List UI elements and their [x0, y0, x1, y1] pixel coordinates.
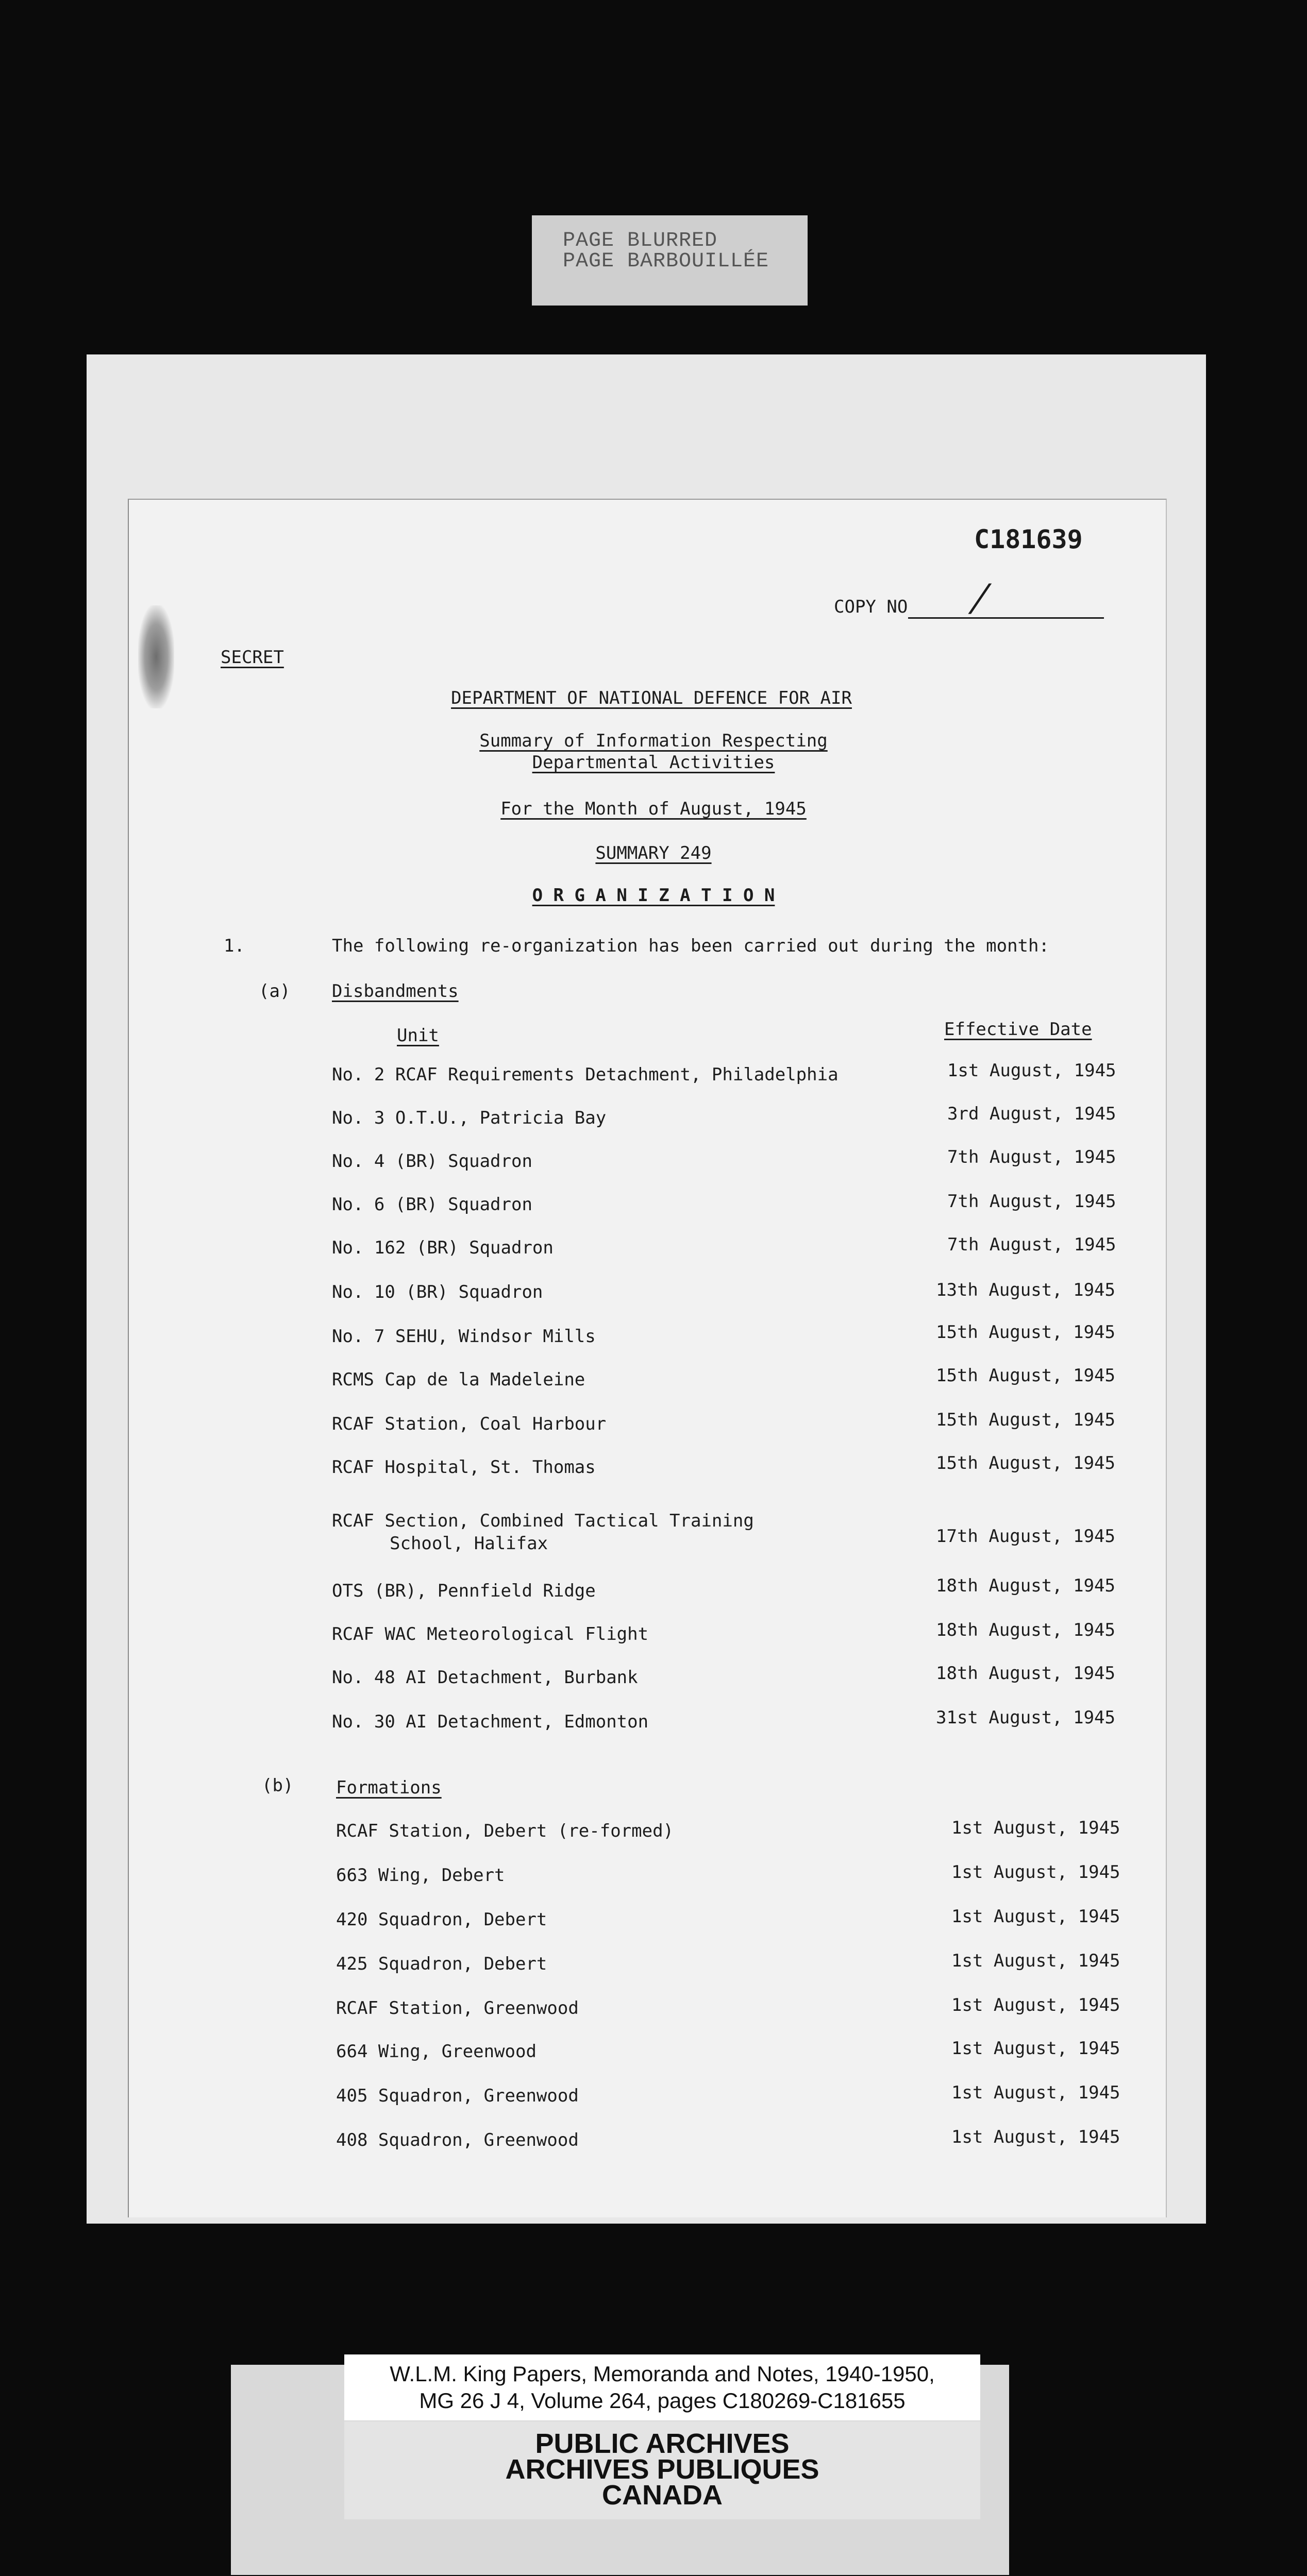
disbandment-unit: No. 2 RCAF Requirements Detachment, Philadelphia [332, 1064, 839, 1085]
paragraph-number: 1. [224, 936, 245, 956]
formation-unit: RCAF Station, Debert (re-formed) [336, 1821, 674, 1841]
disbandment-date: 7th August, 1945 [947, 1234, 1116, 1255]
disbandment-unit: No. 3 O.T.U., Patricia Bay [332, 1108, 607, 1128]
section-heading: O R G A N I Z A T I O N [532, 885, 775, 906]
formation-unit: 663 Wing, Debert [336, 1865, 505, 1886]
copy-number-value: / [966, 576, 995, 619]
disbandment-date: 15th August, 1945 [936, 1322, 1115, 1343]
formations-marker: (b) [262, 1775, 294, 1796]
archive-name-fr: ARCHIVES PUBLIQUES [505, 2454, 819, 2485]
formation-date: 1st August, 1945 [951, 1862, 1120, 1883]
archive-name-en: PUBLIC ARCHIVES [535, 2428, 790, 2459]
disbandment-unit: No. 30 AI Detachment, Edmonton [332, 1711, 649, 1732]
citation-line1: W.L.M. King Papers, Memoranda and Notes, 1940-1950, [390, 2362, 935, 2386]
disbandment-unit: RCAF Section, Combined Tactical Training [332, 1511, 754, 1531]
formations-title: Formations [336, 1777, 442, 1798]
disbandment-unit: OTS (BR), Pennfield Ridge [332, 1581, 596, 1601]
formation-date: 1st August, 1945 [951, 1995, 1120, 2015]
formation-date: 1st August, 1945 [951, 1818, 1120, 1838]
disbandment-date: 18th August, 1945 [936, 1620, 1115, 1640]
disbandment-unit: No. 10 (BR) Squadron [332, 1282, 543, 1302]
disbandment-date: 18th August, 1945 [936, 1575, 1115, 1596]
copy-label: COPY NO [834, 597, 908, 617]
disbandment-date: 3rd August, 1945 [947, 1104, 1116, 1124]
formation-unit: RCAF Station, Greenwood [336, 1998, 579, 2019]
period-heading: For the Month of August, 1945 [500, 799, 807, 819]
disbandment-date: 1st August, 1945 [947, 1060, 1116, 1081]
disbandment-date: 13th August, 1945 [936, 1280, 1115, 1300]
date-column-header: Effective Date [944, 1019, 1092, 1040]
formation-unit: 664 Wing, Greenwood [336, 2041, 537, 2062]
formation-date: 1st August, 1945 [951, 1906, 1120, 1927]
summary-title-line2: Departmental Activities [532, 752, 775, 773]
formation-date: 1st August, 1945 [951, 2038, 1120, 2059]
formation-date: 1st August, 1945 [951, 2082, 1120, 2103]
disbandment-unit: No. 162 (BR) Squadron [332, 1238, 554, 1258]
summary-title-line1: Summary of Information Respecting [479, 731, 828, 751]
stamp-line-en: PAGE BLURRED [563, 229, 718, 252]
formation-date: 1st August, 1945 [951, 2127, 1120, 2147]
disbandment-date: 15th August, 1945 [936, 1453, 1115, 1473]
disbandment-date: 7th August, 1945 [947, 1191, 1116, 1212]
disbandment-date: 31st August, 1945 [936, 1707, 1115, 1728]
disbandment-unit: No. 7 SEHU, Windsor Mills [332, 1326, 596, 1347]
page-blurred-stamp [532, 215, 808, 306]
summary-number: SUMMARY 249 [595, 843, 712, 863]
disbandment-unit-continued: School, Halifax [390, 1533, 548, 1554]
department-heading: DEPARTMENT OF NATIONAL DEFENCE FOR AIR [451, 688, 852, 708]
formation-unit: 405 Squadron, Greenwood [336, 2086, 579, 2106]
classification: SECRET [221, 647, 284, 668]
disbandment-unit: RCMS Cap de la Madeleine [332, 1369, 585, 1390]
stamp-line-fr: PAGE BARBOUILLÉE [563, 250, 769, 273]
disbandment-unit: RCAF Station, Coal Harbour [332, 1414, 607, 1434]
copy-number-line [908, 617, 1104, 619]
archive-stamp [344, 2421, 980, 2519]
formation-unit: 420 Squadron, Debert [336, 1909, 547, 1930]
formation-unit: 425 Squadron, Debert [336, 1954, 547, 1974]
disbandment-unit: No. 4 (BR) Squadron [332, 1151, 532, 1172]
disbandment-unit: RCAF Hospital, St. Thomas [332, 1457, 596, 1478]
disbandment-unit: RCAF WAC Meteorological Flight [332, 1624, 649, 1645]
formation-date: 1st August, 1945 [951, 1951, 1120, 1971]
citation-line2: MG 26 J 4, Volume 264, pages C180269-C181655 [419, 2388, 906, 2413]
archive-country: CANADA [602, 2480, 723, 2511]
disbandment-date: 7th August, 1945 [947, 1147, 1116, 1167]
disbandment-date: 18th August, 1945 [936, 1663, 1115, 1684]
disbandment-date: 15th August, 1945 [936, 1365, 1115, 1386]
archive-citation-label [344, 2354, 980, 2420]
disbandments-title: Disbandments [332, 981, 459, 1002]
disbandments-marker: (a) [259, 981, 291, 1002]
formation-unit: 408 Squadron, Greenwood [336, 2130, 579, 2150]
disbandment-date: 17th August, 1945 [936, 1526, 1115, 1547]
paragraph-text: The following re-organization has been carried out during the month: [332, 936, 1049, 956]
disbandment-date: 15th August, 1945 [936, 1410, 1115, 1430]
document-number: C181639 [974, 524, 1083, 554]
disbandment-unit: No. 48 AI Detachment, Burbank [332, 1667, 638, 1688]
disbandment-unit: No. 6 (BR) Squadron [332, 1194, 532, 1215]
unit-column-header: Unit [397, 1025, 439, 1046]
